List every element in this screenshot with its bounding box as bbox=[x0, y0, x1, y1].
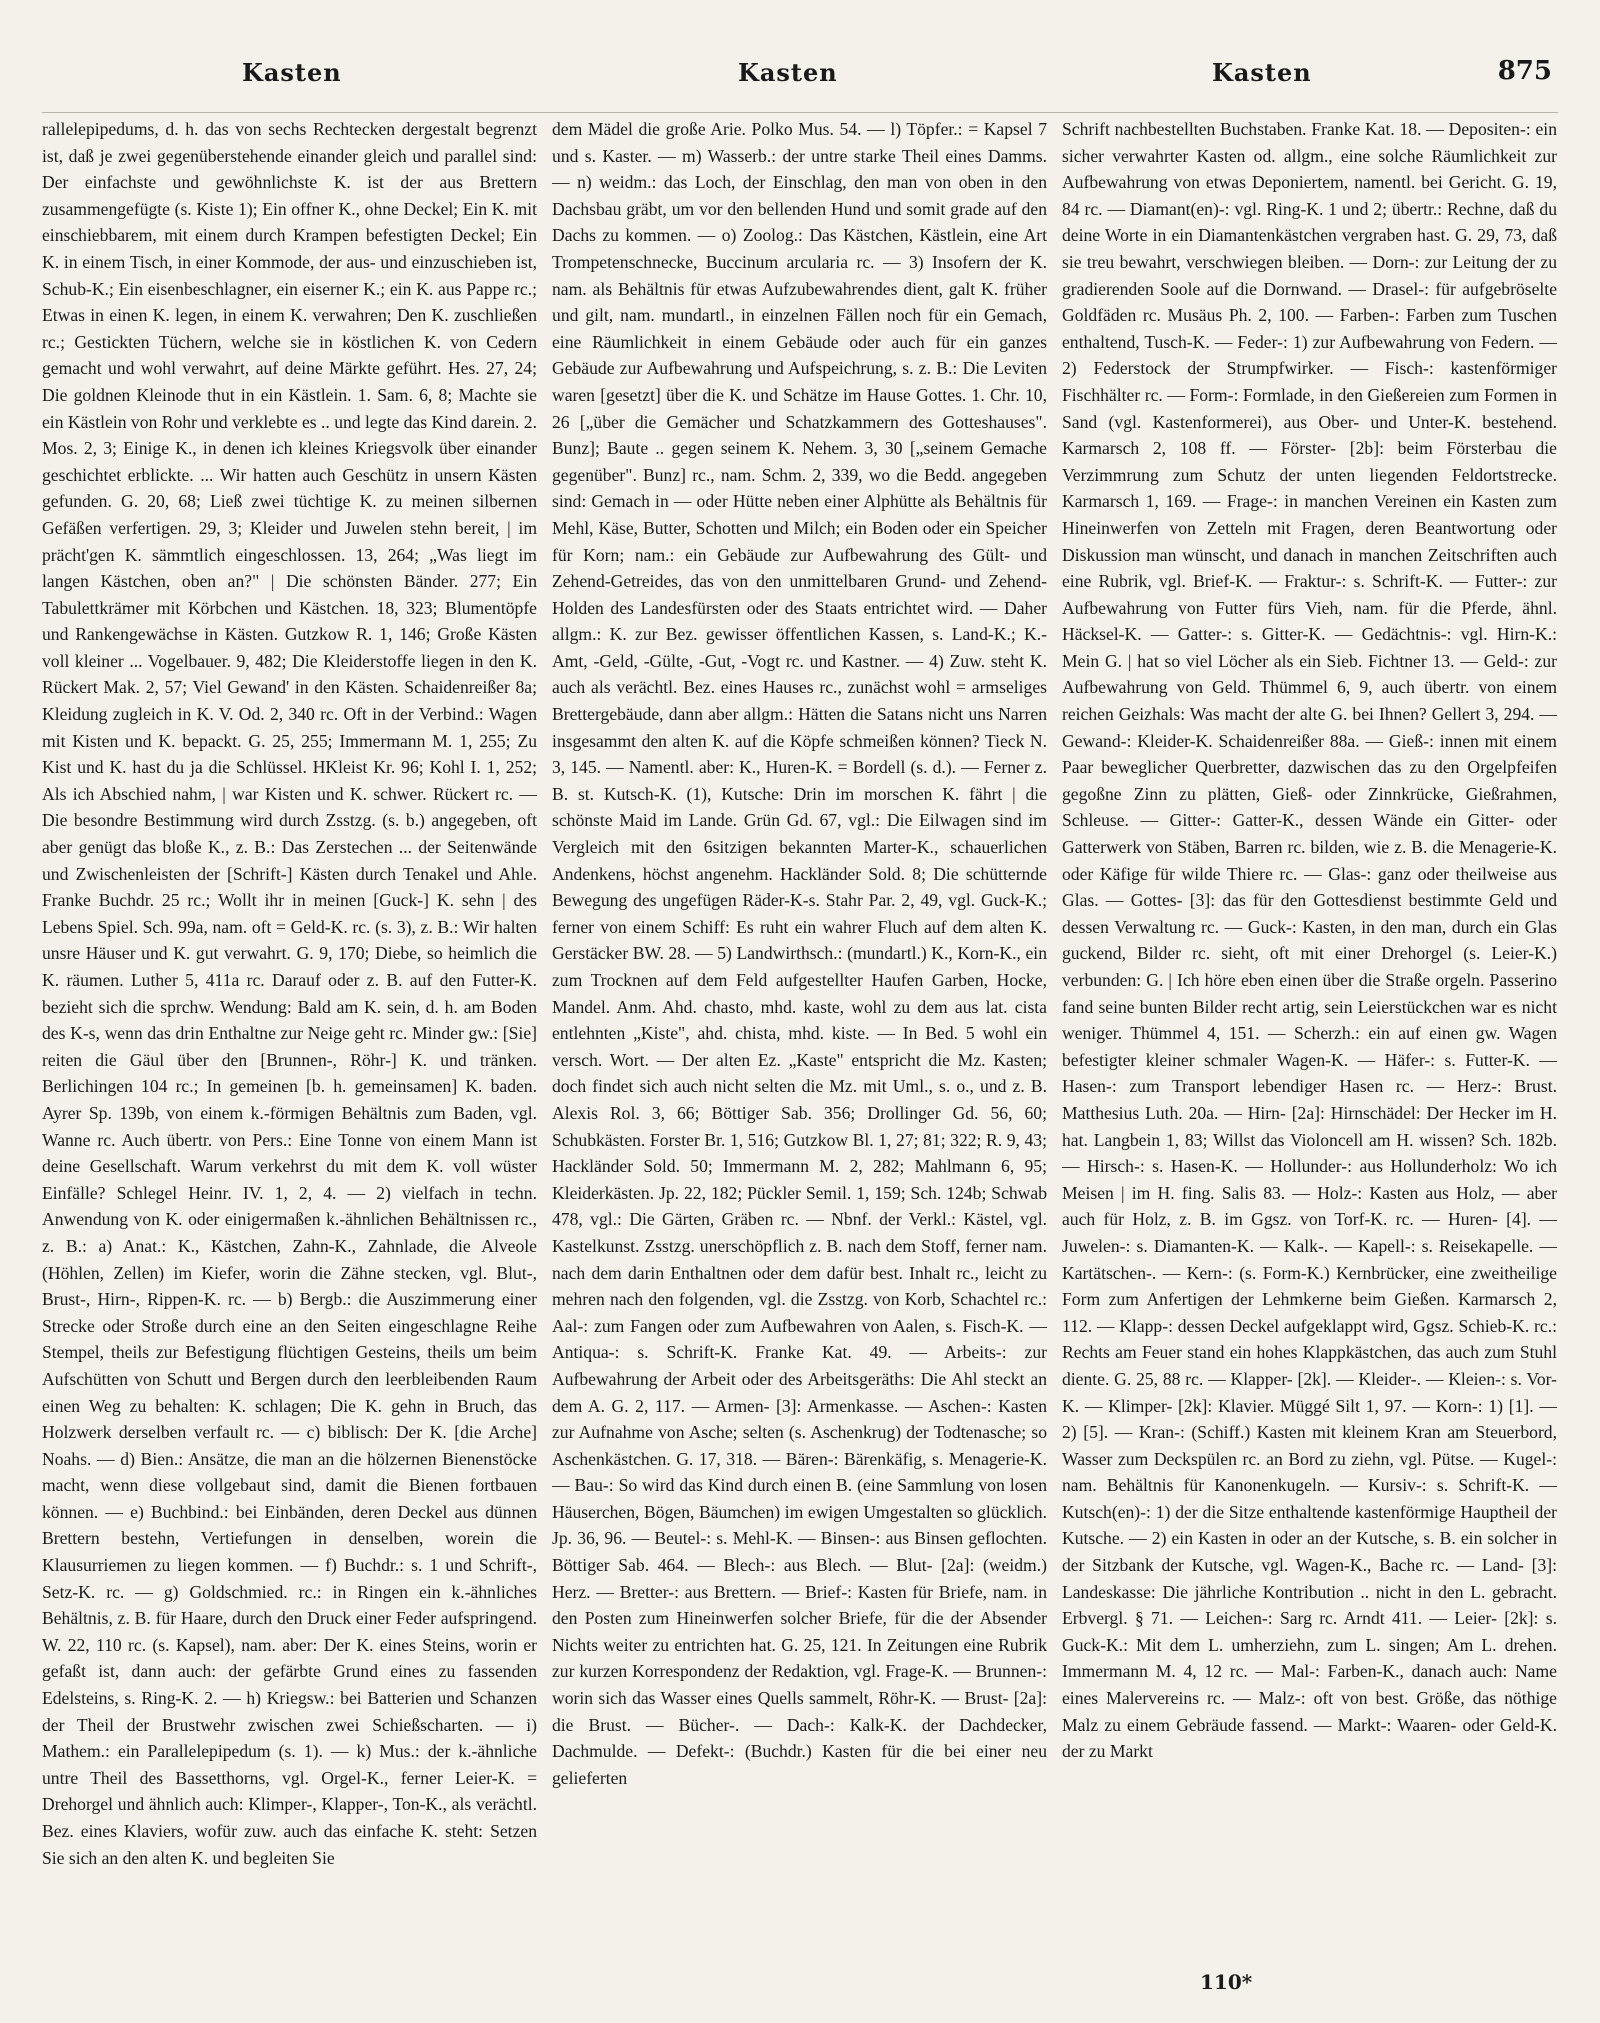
headword-center: Kasten bbox=[738, 58, 838, 87]
running-header bbox=[0, 58, 1600, 98]
column-2-text: dem Mädel die große Arie. Polko Mus. 54. — l) Töpfer.: = Kapsel 7 und s. Kaster. — m) Wasserb.: der untre starke Theil eines Damms. — n) weidm.: das Loch, der Einschlag, den man von oben in den Dachsbau gräbt, um vor den bellenden Hund und somit grade auf den Dachs zu kommen. — o) Zoolog.: Das Kästchen, Kästlein, eine Art Trompetenschnecke, Buccinum arcularia rc. — 3) Insofern der K. nam. als Behältnis für etwas Aufzubewahrendes dient, galt K. früher und gilt, nam. mundartl., in einzelnen Fällen noch für ein Gemach, eine Räumlichkeit in einem Gebäude oder auch für ein ganzes Gebäude zur Aufbewahrung und Aufspeichrung, s. z. B.: Die Leviten waren [gesetzt] über die K. und Schätze im Hause Gottes. 1. Chr. 10, 26 [„über die Gemächer und Schatzkammern des Gotteshauses". Bunz]; Baute .. gegen seinem K. Nehem. 3, 30 [„seinem Gemache gegenüber". Bunz] rc., nam. Schm. 2, 339, wo die Bedd. angegeben sind: Gemach in — oder Hütte neben einer Alphütte als Behältnis für Mehl, Käse, Butter, Schotten und Milch; ein Boden oder ein Speicher für Korn; nam.: ein Gebäude zur Aufbewahrung des Gült- und Zehend-Getreides, das von den unmittelbaren Grund- und Zehend-Holden des Landesfürsten oder des Staats entrichtet wird. — Daher allgm.: K. zur Bez. gewisser öffentlichen Kassen, s. Land-K.; K.-Amt, -Geld, -Gülte, -Gut, -Vogt rc. und Kastner. — 4) Zuw. steht K. auch als verächtl. Bez. eines Hauses rc., zunächst wohl = armseliges Brettergebäude, dann aber allgm.: Hätten die Satans nicht uns Narren insgesammt den alten K. auf die Köpfe schmeißen können? Tieck N. 3, 145. — Namentl. aber: K., Huren-K. = Bordell (s. d.). — Ferner z. B. st. Kutsch-K. (1), Kutsche: Drin im morschen K. fährt | die schönste Maid im Lande. Grün Gd. 67, vgl.: Die Eilwagen sind im Vergleich mit den 6sitzigen bekannten Marter-K., schauerlichen Andenkens, höchst angenehm. Hackländer Sold. 8; Die schütternde Bewegung des ungefügen Räder-K-s. Stahr Par. 2, 49, vgl. Guck-K.; ferner von einem Schiff: Es ruht ein wahrer Fluch auf dem alten K. Gerstäcker BW. 28. — 5) Landwirthsch.: (mundartl.) K., Korn-K., ein zum Trocknen auf dem Feld aufgestellter Haufen Garben, Hocke, Mandel. Anm. Ahd. chasto, mhd. kaste, wohl zu dem aus lat. cista entlehnten „Kiste", ahd. chista, mhd. kiste. — In Bed. 5 wohl ein versch. Wort. — Der alten Ez. „Kaste" entspricht die Mz. Kasten; doch findet sich auch nicht selten die Mz. mit Uml., s. o., und z. B. Alexis Rol. 3, 66; Böttiger Sab. 356; Drollinger Gd. 56, 60; Schubkästen. Forster Br. 1, 516; Gutzkow Bl. 1, 27; 81; 322; R. 9, 43; Hackländer Sold. 50; Immermann M. 2, 282; Mahlmann 6, 95; Kleiderkästen. Jp. 22, 182; Pückler Semil. 1, 159; Sch. 124b; Schwab 478, vgl.: Die Gärten, Gräben rc. — Nbnf. der Verkl.: Kästel, vgl. Kastelkunst. Zsstzg. unerschöpflich z. B. nach dem Stoff, ferner nam. nach dem darin Enthaltnen oder dem dafür best. Inhalt rc., leicht zu mehren nach den folgenden, vgl. die Zsstzg. von Korb, Schachtel rc.: Aal-: zum Fangen oder zum Aufbewahren von Aalen, s. Fisch-K. — Antiqua-: s. Schrift-K. Franke Kat. 49. — Arbeits-: zur Aufbewahrung der Arbeit oder des Arbeitsgeräths: Die Ahl steckt an dem A. G. 2, 117. — Armen- [3]: Armenkasse. — Aschen-: Kasten zur Aufnahme von Asche; selten (s. Aschenkrug) der Todtenasche; so Aschenkästchen. G. 17, 318. — Bären-: Bärenkäfig, s. Menagerie-K. — Bau-: So wird das Kind durch einen B. (eine Sammlung von losen Häuserchen, Bögen, Bäumchen) im ewigen Umgestalten so glücklich. Jp. 36, 96. — Beutel-: s. Mehl-K. — Binsen-: aus Binsen geflochten. Böttiger Sab. 464. — Blech-: aus Blech. — Blut- [2a]: (weidm.) Herz. — Bretter-: aus Brettern. — Brief-: Kasten für Briefe, nam. in den Posten zum Hineinwerfen solcher Briefe, für die der Absender Nichts weiter zu entrichten hat. G. 25, 121. In Zeitungen eine Rubrik zur kurzen Korrespondenz der Redaktion, vgl. Frage-K. — Brunnen-: worin sich das Wasser eines Quells sammelt, Röhr-K. — Brust- [2a]: die Brust. — Bücher-. — Dach-: Kalk-K. der Dachdecker, Dachmulde. — Defekt-: (Buchdr.) Kasten für die bei einer neu gelieferten bbox=[552, 119, 1047, 1788]
column-3-text: Schrift nachbestellten Buchstaben. Franke Kat. 18. — Depositen-: ein sicher verwahrter Kasten od. allgm., eine solche Räumlichkeit zur Aufbewahrung von etwas Deponiertem, namentl. bei Gericht. G. 19, 84 rc. — Diamant(en)-: vgl. Ring-K. 1 und 2; übertr.: Rechne, daß du deine Worte in ein Diamantenkästchen vergraben hast. G. 29, 73, daß sie treu bewahrt, verschwiegen bleiben. — Dorn-: zur Leitung der zu gradierenden Soole auf die Dornwand. — Drasel-: für aufgebröselte Goldfäden rc. Musäus Ph. 2, 100. — Farben-: Farben zum Tuschen enthaltend, Tusch-K. — Feder-: 1) zur Aufbewahrung von Federn. — 2) Federstock der Strumpfwirker. — Fisch-: kastenförmiger Fischhälter rc. — Form-: Formlade, in den Gießereien zum Formen in Sand (vgl. Kastenformerei), aus Ober- und Unter-K. bestehend. Karmarsch 2, 108 ff. — Förster- [2b]: beim Försterbau die Verzimmrung zum Schutz der unten liegenden Feldortstrecke. Karmarsch 1, 169. — Frage-: in manchen Vereinen ein Kasten zum Hineinwerfen von Zetteln mit Fragen, deren Beantwortung oder Diskussion man wünscht, und danach in manchen Zeitschriften auch eine Rubrik, vgl. Brief-K. — Fraktur-: s. Schrift-K. — Futter-: zur Aufbewahrung von Futter fürs Vieh, nam. für die Pferde, ähnl. Häcksel-K. — Gatter-: s. Gitter-K. — Gedächtnis-: vgl. Hirn-K.: Mein G. | hat so viel Löcher als ein Sieb. Fichtner 13. — Geld-: zur Aufbewahrung von Geld. Thümmel 6, 9, auch übertr. von einem reichen Geizhals: Was macht der alte G. bei Ihnen? Gellert 3, 294. — Gewand-: Kleider-K. Schaidenreißer 88a. — Gieß-: innen mit einem Paar beweglicher Querbretter, dazwischen das zu den Orgelpfeifen gegoßne Zinn zu plätten, Gieß- oder Zinnkrücke, Gießrahmen, Schleuse. — Gitter-: Gatter-K., dessen Wände ein Gitter- oder Gatterwerk von Stäben, Barren rc. bilden, wie z. B. die Menagerie-K. oder Käfige für wilde Thiere rc. — Glas-: ganz oder theilweise aus Glas. — Gottes- [3]: das für den Gottesdienst bestimmte Geld und dessen Verwaltung rc. — Guck-: Kasten, in den man, durch ein Glas guckend, Bilder rc. sieht, oft mit einer Drehorgel (s. Leier-K.) verbunden: G. | Ich höre eben einen über die Straße orgeln. Passerino fand seine bunten Bilder recht artig, sein Leierstückchen war es nicht weniger. Thümmel 4, 151. — Scherzh.: ein auf einen gw. Wagen befestigter kleiner schmaler Wagen-K. — Häfer-: s. Futter-K. — Hasen-: zum Transport lebendiger Hasen rc. — Herz-: Brust. Matthesius Luth. 20a. — Hirn- [2a]: Hirnschädel: Der Hecker im H. hat. Langbein 1, 83; Willst das Violoncell am H. wissen? Sch. 182b. — Hirsch-: s. Hasen-K. — Hollunder-: aus Hollunderholz: Wo ich Meisen | im H. fing. Salis 83. — Holz-: Kasten aus Holz, — aber auch für Holz, z. B. im Ggsz. von Torf-K. rc. — Huren- [4]. — Juwelen-: s. Diamanten-K. — Kalk-. — Kapell-: s. Reisekapelle. — Kartätschen-. — Kern-: (s. Form-K.) Kernbrücker, eine zweitheilige Form zum Anfertigen der Lehmkerne beim Gießen. Karmarsch 2, 112. — Klapp-: dessen Deckel aufgeklappt wird, Ggsz. Schieb-K. rc.: Rechts am Feuer stand ein hohes Klappkästchen, das auch zum Stuhl diente. G. 25, 88 rc. — Klapper- [2k]. — Kleider-. — Kleien-: s. Vor-K. — Klimper- [2k]: Klavier. Müggé Silt 1, 97. — Korn-: 1) [1]. — 2) [5]. — Kran-: (Schiff.) Kasten mit kleinem Kran am Steuerbord, Wasser zum Deckspülen rc. an Bord zu ziehn, vgl. Pütse. — Kugel-: nam. Behältnis für Kanonenkugeln. — Kursiv-: s. Schrift-K. — Kutsch(en)-: 1) der die Sitze enthaltende kastenförmige Hauptheil der Kutsche. — 2) ein Kasten in oder an der Kutsche, s. B. ein solcher in der Sitzbank der Kutsche, vgl. Wagen-K., Bache rc. — Land- [3]: Landeskasse: Die jährliche Kontribution .. nicht in den L. gebracht. Erbvergl. § 71. — Leichen-: Sarg rc. Arndt 411. — Leier- [2k]: s. Guck-K.: Mit dem L. umherziehn, zum L. singen; Am L. drehen. Immermann M. 4, 12 rc. — Mal-: Farben-K., danach auch: Name eines Malervereins rc. — Malz-: oft von best. Größe, das nöthige Malz zu einem Gebräude fassend. — Markt-: Waaren- oder Geld-K. der zu Markt bbox=[1062, 119, 1557, 1762]
column-1-text: rallelepipedums, d. h. das von sechs Rechtecken dergestalt begrenzt ist, daß je zwei gegenüberstehende einander gleich und parallel sind: Der einfachste und gewöhnlichste K. ist der aus Brettern zusammengefügte (s. Kiste 1); Ein offner K., ohne Deckel; Ein K. mit einschiebbarem, mit einem durch Krampen befestigten Deckel; Ein K. in einem Tisch, in einer Kommode, der aus- und einzuschieben ist, Schub-K.; Ein eisenbeschlagner, ein eiserner K.; ein K. aus Pappe rc.; Etwas in einen K. legen, in einem K. verwahren; Den K. zuschließen rc.; Gestickten Tüchern, welche sie in köstlichen K. von Cedern gemacht und wohl verwahrt, auf deine Märkte geführt. Hes. 27, 24; Die goldnen Kleinode thut in ein Kästlein. 1. Sam. 6, 8; Machte sie ein Kästlein von Rohr und verklebte es .. und legte das Kind darein. 2. Mos. 2, 3; Einige K., in denen ich kleines Kriegsvolk über einander geschichtet erblickte. ... Wir hatten auch Geschütz in unsern Kästen gefunden. G. 20, 68; Ließ zwei tüchtige K. zu meinen silbernen Gefäßen verfertigen. 29, 3; Kleider und Juwelen stehn bereit, | im prächt'gen K. sämmtlich eingeschlossen. 13, 264; „Was liegt im langen Kästchen, oben an?" | Die schönsten Bänder. 277; Ein Tabulettkrämer mit Körbchen und Kästchen. 18, 323; Blumentöpfe und Rankengewächse in Kästen. Gutzkow R. 1, 146; Große Kästen voll kleiner ... Vogelbauer. 9, 482; Die Kleiderstoffe liegen in den K. Rückert Mak. 2, 57; Viel Gewand' in den Kästen. Schaidenreißer 8a; Kleidung zugleich in K. V. Od. 2, 340 rc. Oft in der Verbind.: Wagen mit Kisten und K. bepackt. G. 25, 255; Immermann M. 1, 255; Zu Kist und K. hast du ja die Schlüssel. HKleist Kr. 96; Kohl I. 1, 252; Als ich Abschied nahm, | war Kisten und K. schwer. Rückert rc. — Die besondre Bestimmung wird durch Zsstzg. (s. b.) angegeben, oft aber genügt das bloße K., z. B.: Das Zerstechen ... der Seitenwände und Zwischenleisten der [Schrift-] Kästen durch Tenakel und Ahle. Franke Buchdr. 25 rc.; Wollt ihr in meinen [Guck-] K. sehn | des Lebens Spiel. Sch. 99a, nam. oft = Geld-K. rc. (s. 3), z. B.: Wir halten unsre Häuser und K. gut verwahrt. G. 9, 170; Diebe, so heimlich die K. räumen. Luther 5, 411a rc. Darauf oder z. B. auf den Futter-K. bezieht sich die sprchw. Wendung: Bald am K. sein, d. h. am Boden des K-s, wenn das drin Enthaltne zur Neige geht rc. Minder gw.: [Sie] reiten die Gäul über den [Brunnen-, Röhr-] K. und tränken. Berlichingen 104 rc.; In gemeinen [b. h. gemeinsamen] K. baden. Ayrer Sp. 139b, von einem k.-förmigen Behältnis zum Baden, vgl. Wanne rc. Auch übertr. von Pers.: Eine Tonne von einem Mann ist deine Gesellschaft. Warum verkehrst du mit dem K. voll wüster Einfälle? Schlegel Heinr. IV. 1, 2, 4. — 2) vielfach in techn. Anwendung von K. oder einigermaßen k.-ähnlichen Behältnissen rc., z. B.: a) Anat.: K., Kästchen, Zahn-K., Zahnlade, die Alveole (Höhlen, Zellen) im Kiefer, worin die Zähne stecken, vgl. Blut-, Brust-, Hirn-, Rippen-K. rc. — b) Bergb.: die Auszimmerung einer Strecke oder Stroße durch eine an den Seiten eingeschlagne Reihe Stempel, theils zur Befestigung flüchtigen Gesteins, theils um beim Aufschütten von Schutt und Bergen durch den leerbleibenden Raum einen Weg zu behalten: K. schlagen; Die K. gehn in Bruch, das Holzwerk derselben verfault rc. — c) biblisch: Der K. [die Arche] Noahs. — d) Bien.: Ansätze, die man an die hölzernen Bienenstöcke macht, wenn diese vollgebaut sind, damit die Bienen fortbauen können. — e) Buchbind.: bei Einbänden, deren Deckel aus dünnen Brettern bestehn, Vertiefungen in denselben, worein die Klausurriemen zu liegen kommen. — f) Buchdr.: s. 1 und Schrift-, Setz-K. rc. — g) Goldschmied. rc.: in Ringen ein k.-ähnliches Behältnis, z. B. für Haare, durch den Druck einer Feder aufspringend. W. 22, 110 rc. (s. Kapsel), nam. aber: Der K. eines Steins, worin er gefaßt ist, dann auch: der gefärbte Grund eines zu fassenden Edelsteins, s. Ring-K. 2. — h) Kriegsw.: bei Batterien und Schanzen der Theil der Brustwehr zwischen zwei Schießscharten. — i) Mathem.: ein Parallelepipedum (s. 1). — k) Mus.: der k.-ähnliche untre Theil des Bassetthorns, vgl. Orgel-K., ferner Leier-K. = Drehorgel und ähnlich auch: Klimper-, Klapper-, Ton-K., als verächtl. Bez. eines Klaviers, wofür zuw. auch das einfache K. steht: Setzen Sie sich an den alten K. und begleiten Sie bbox=[42, 119, 537, 1868]
headword-right: Kasten bbox=[1212, 58, 1312, 87]
signature-mark: 110* bbox=[1200, 1970, 1253, 1994]
text-column-2 bbox=[552, 116, 1047, 1986]
text-column-1 bbox=[42, 116, 537, 1986]
page-number: 875 bbox=[1497, 56, 1552, 86]
text-column-3 bbox=[1062, 116, 1557, 1986]
headword-left: Kasten bbox=[242, 58, 342, 87]
header-rule bbox=[42, 112, 1558, 113]
